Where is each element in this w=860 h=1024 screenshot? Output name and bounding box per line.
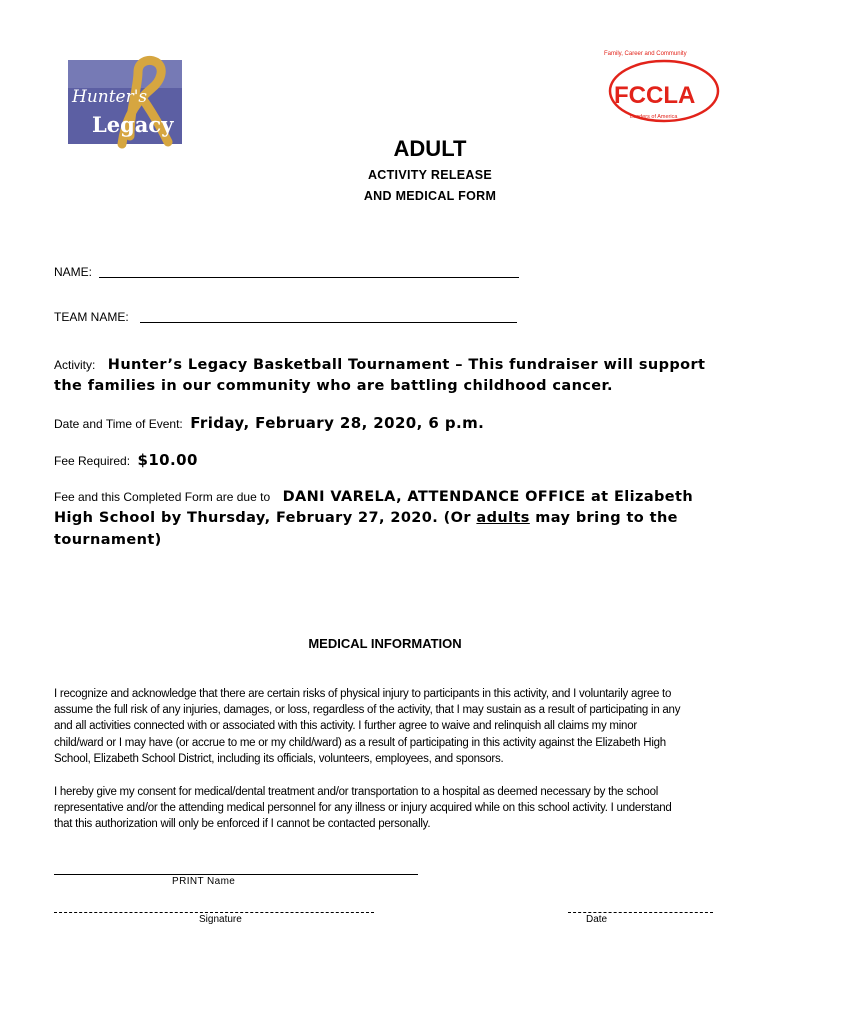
print-name-line[interactable] bbox=[54, 874, 418, 875]
due-label: Fee and this Completed Form are due to bbox=[54, 490, 271, 504]
fee-label: Fee Required: bbox=[54, 454, 131, 468]
p1-line: and all activities connected with or associated with this activity. I further agree to waive and relinquish all claims my minor bbox=[54, 720, 637, 733]
event-label: Date and Time of Event: bbox=[54, 417, 183, 431]
due-line-3: tournament) bbox=[54, 532, 162, 548]
activity-block bbox=[54, 356, 734, 374]
fccla-arc-bottom: Leaders of America bbox=[630, 114, 678, 120]
name-field[interactable] bbox=[99, 277, 519, 278]
signature-line[interactable] bbox=[54, 912, 374, 913]
form-subtitle-1: ACTIVITY RELEASE bbox=[367, 168, 493, 182]
activity-line-1: Hunter’s Legacy Basketball Tournament – This fundraiser will support bbox=[107, 357, 706, 373]
activity-label: Activity: bbox=[54, 358, 96, 372]
event-value: Friday, February 28, 2020, 6 p.m. bbox=[190, 414, 485, 432]
medical-heading: MEDICAL INFORMATION bbox=[308, 636, 462, 651]
fccla-text: FCCLA bbox=[614, 82, 696, 109]
fee-row bbox=[54, 451, 198, 470]
fccla-logo bbox=[604, 51, 720, 123]
date-label: Date bbox=[586, 914, 608, 925]
name-label: NAME: bbox=[54, 265, 93, 279]
due-row bbox=[54, 488, 754, 506]
p1-line: School, Elizabeth School District, including its officials, volunteers, employees, and sponsors. bbox=[54, 752, 504, 765]
signature-label: Signature bbox=[199, 914, 242, 925]
due-line-1: DANI VARELA, ATTENDANCE OFFICE at Elizabeth bbox=[282, 489, 694, 505]
form-subtitle-2: AND MEDICAL FORM bbox=[363, 189, 497, 203]
team-name-field[interactable] bbox=[140, 322, 517, 323]
form-title: ADULT bbox=[393, 136, 467, 161]
p1-line: I recognize and acknowledge that there are certain risks of physical injury to participants in this activity, and I voluntarily agree to bbox=[54, 688, 672, 700]
print-name-label: PRINT Name bbox=[172, 876, 236, 887]
medical-paragraph-1 bbox=[54, 686, 716, 767]
medical-paragraph-2 bbox=[54, 784, 716, 833]
logo-text-hunters: Hunter's bbox=[72, 87, 148, 107]
p1-line: assume the full risk of any injuries, damages, or loss, regardless of the activity, that I may sustain as a result of participating in any bbox=[54, 704, 681, 717]
due-adults: adults bbox=[476, 510, 530, 526]
activity-line-2: the families in our community who are battling childhood cancer. bbox=[54, 378, 613, 394]
due-line-2b: may bring to the bbox=[535, 510, 678, 526]
logo-text-legacy: Legacy bbox=[92, 112, 174, 137]
p2-line: representative and/or the attending medical personnel for any illness or injury acquired while on this school activity. I understand bbox=[54, 802, 672, 815]
fee-value: $10.00 bbox=[137, 451, 198, 469]
date-line[interactable] bbox=[568, 912, 713, 913]
team-name-label: TEAM NAME: bbox=[54, 310, 129, 324]
due-line-2 bbox=[54, 510, 678, 526]
p2-line: that this authorization will only be enforced if I cannot be contacted personally. bbox=[54, 818, 431, 831]
due-line-2a: High School by Thursday, February 27, 2020. (Or bbox=[54, 510, 471, 526]
fccla-arc-top: Family, Career and Community bbox=[604, 51, 687, 57]
event-row bbox=[54, 414, 484, 433]
p1-line: child/ward or I may have (or accrue to me or my child/ward) as a result of participating in this activity against the Elizabeth High bbox=[54, 736, 666, 749]
hunters-legacy-logo bbox=[68, 58, 182, 144]
p2-line: I hereby give my consent for medical/dental treatment and/or transportation to a hospital as deemed necessary by the school bbox=[54, 786, 659, 798]
